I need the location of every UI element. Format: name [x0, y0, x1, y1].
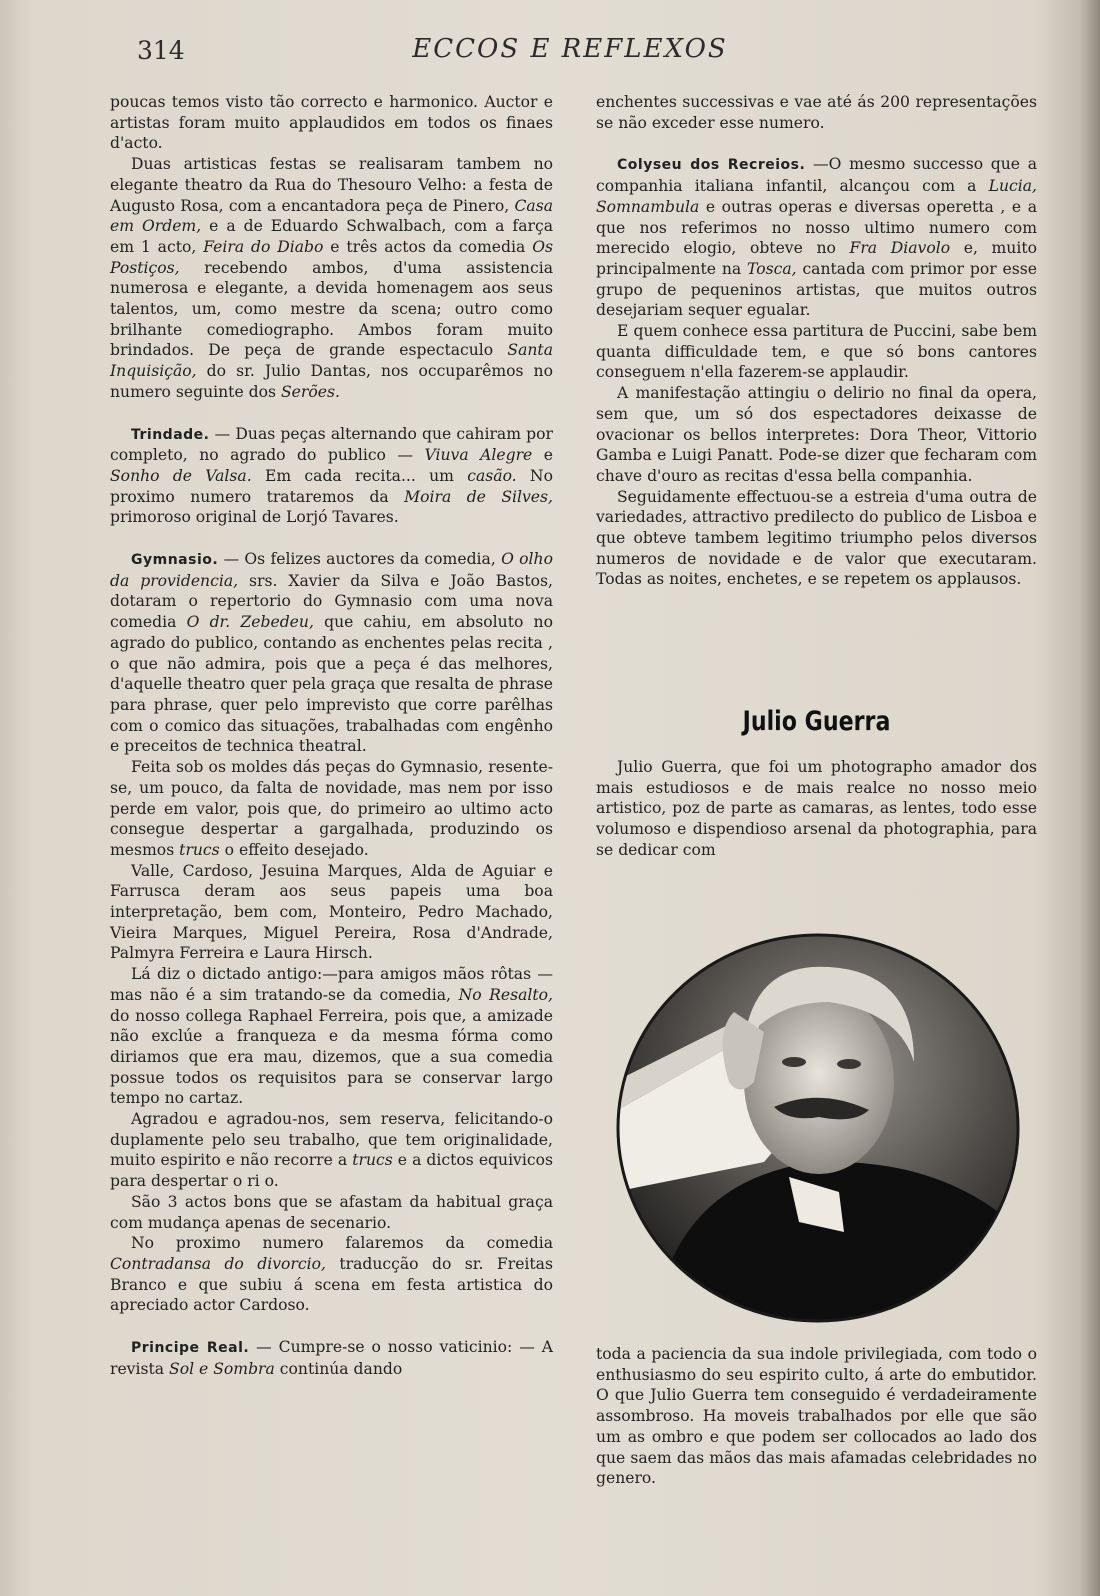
paragraph: Julio Guerra, que foi um photographo amador dos mais estudiosos e de mais realce no nosso meio artistico, poz de parte as camaras, as lentes, todo esse volumoso e dispendioso arsenal da photographia, para se dedicar com [596, 758, 1037, 859]
section-colyseu: Colyseu dos Recreios. —O mesmo successo que a companhia italiana infantil, alcançou com a Lucia, Somnambula e outras operas e diversas operetta , e a que nos referimos no nosso ultimo numero com merecido elogio, obteve no Fra Diavolo e, muito principalmente na Tosca, cantada com primor por esse grupo de pequeninos artistas, que muitos outros desejariam sequer egualar. [596, 155, 1037, 320]
section-heading: Trindade. [131, 426, 210, 443]
section-heading: Colyseu dos Recreios. [617, 157, 806, 174]
section-heading: Principe Real. [131, 1340, 250, 1357]
paragraph: A manifestação attingiu o delirio no final da opera, sem que, um só dos espectadores deixasse de ovacionar os bellos interpretes: Dora Theor, Vittorio Gamba e Luigi Panatt. Pode-se dizer que fecharam com chave d'ouro as recitas d'essa bella companhia. [596, 384, 1037, 485]
section-trindade: Trindade. — Duas peças alternando que cahiram por completo, no agrado do publico — Viuva Alegre e Sonho de Valsa. Em cada recita... um casão. No proximo numero trataremos da Moira de Silves, primoroso original de Lorjó Tavares. [110, 424, 553, 527]
page-title: ECCOS E REFLEXOS [412, 34, 728, 64]
article-intro [596, 757, 1037, 861]
paragraph: poucas temos visto tão correcto e harmonico. Auctor e artistas foram muito applaudidos em todos os finaes d'acto. [110, 93, 553, 153]
section-gymnasio: Gymnasio. — Os felizes auctores da comedia, O olho da providencia, srs. Xavier da Silva e João Bastos, dotaram o repertorio do Gymnasio com uma nova comedia O dr. Zebedeu, que cahiu, em absoluto no agrado do publico, contando as enchentes pelas recita , o que não admira, pois que a peça é das melhores, d'aquelle theatro quer pela graça que resalta de phrase para phrase, quer pelo imprevisto que corre parêlhas com o comico das situações, trabalhadas com engênho e preceitos de technica theatral. [110, 550, 553, 756]
article-title: Julio Guerra [742, 706, 891, 737]
portrait-photo [614, 932, 1022, 1324]
paragraph: São 3 actos bons que se afastam da habitual graça com mudança apenas de secenario. [110, 1192, 553, 1232]
right-column [596, 92, 1037, 590]
article-continuation [596, 1344, 1037, 1489]
section-principe-real: Principe Real. — Cumpre-se o nosso vaticinio: — A revista Sol e Sombra continúa dando [110, 1338, 553, 1378]
paragraph: Valle, Cardoso, Jesuina Marques, Alda de Aguiar e Farrusca deram aos seus papeis uma boa interpretação, bem com, Monteiro, Pedro Machado, Vieira Marques, Miguel Pereira, Rosa d'Andrade, Palmyra Ferreira e Laura Hirsch. [110, 861, 553, 963]
paragraph: Agradou e agradou-nos, sem reserva, felicitando-o duplamente pelo seu trabalho, que tem originalidade, muito espirito e não recorre a trucs e a dictos equivicos para despertar o ri o. [110, 1110, 553, 1191]
left-column [110, 92, 553, 1379]
paragraph: Seguidamente effectuou-se a estreia d'uma outra de variedades, attractivo predilecto do publico de Lisboa e que obteve tambem legitimo triumpho pelos diversos numeros de novidade e de valor que executaram. Todas as noites, enchetes, e se repetem os applausos. [596, 487, 1037, 589]
section-heading: Gymnasio. [131, 552, 219, 569]
page-number: 314 [137, 36, 185, 65]
paragraph: E quem conhece essa partitura de Puccini, sabe bem quanta difficuldade tem, e que só bons cantores conseguem n'ella fazerem-se applaudir. [596, 322, 1037, 382]
page-binding-shadow [1078, 0, 1100, 1596]
paragraph: Lá diz o dictado antigo:—para amigos mãos rôtas — mas não é a sim tratando-se da comedia, No Resalto, do nosso collega Raphael Ferreira, pois que, a amizade não exclúe a franqueza e da mesma fórma como diriamos que era mau, dizemos, que a sua comedia possue todos os requisitos para se conservar largo tempo no cartaz. [110, 965, 553, 1108]
paragraph: Duas artisticas festas se realisaram tambem no elegante theatro da Rua do Thesouro Velho: a festa de Augusto Rosa, com a encantadora peça de Pinero, Casa em Ordem, e a de Eduardo Schwalbach, com a farça em 1 acto, Feira do Diabo e três actos da comedia Os Postiços, recebendo ambos, d'uma assistencia numerosa e elegante, a devida homenagem aos seus talentos, um, como mestre da scena; outro como brilhante comediographo. Ambos foram muito brindados. De peça de grande espectaculo Santa Inquisição, do sr. Julio Dantas, nos occuparêmos no numero seguinte dos Serões. [110, 155, 553, 401]
paragraph: toda a paciencia da sua indole privilegiada, com todo o enthusiasmo do seu espirito culto, á arte do embutidor. O que Julio Guerra tem conseguido é verdadeiramente assombroso. Ha moveis trabalhados por elle que são um as ombro e que podem ser collocados ao lado dos que saem das mãos das mais afamadas celebridades no genero. [596, 1345, 1037, 1488]
paragraph: Feita sob os moldes dás peças do Gymnasio, resente-se, um pouco, da falta de novidade, mas nem por isso perde em valor, pois que, do primeiro ao ultimo acto consegue despertar a gargalhada, produzindo os mesmos trucs o effeito desejado. [110, 758, 553, 859]
paragraph: enchentes successivas e vae até ás 200 representações se não exceder esse numero. [596, 93, 1037, 132]
paragraph: No proximo numero falaremos da comedia Contradansa do divorcio, traducção do sr. Freitas Branco e que subiu á scena em festa artistica do apreciado actor Cardoso. [110, 1234, 553, 1315]
